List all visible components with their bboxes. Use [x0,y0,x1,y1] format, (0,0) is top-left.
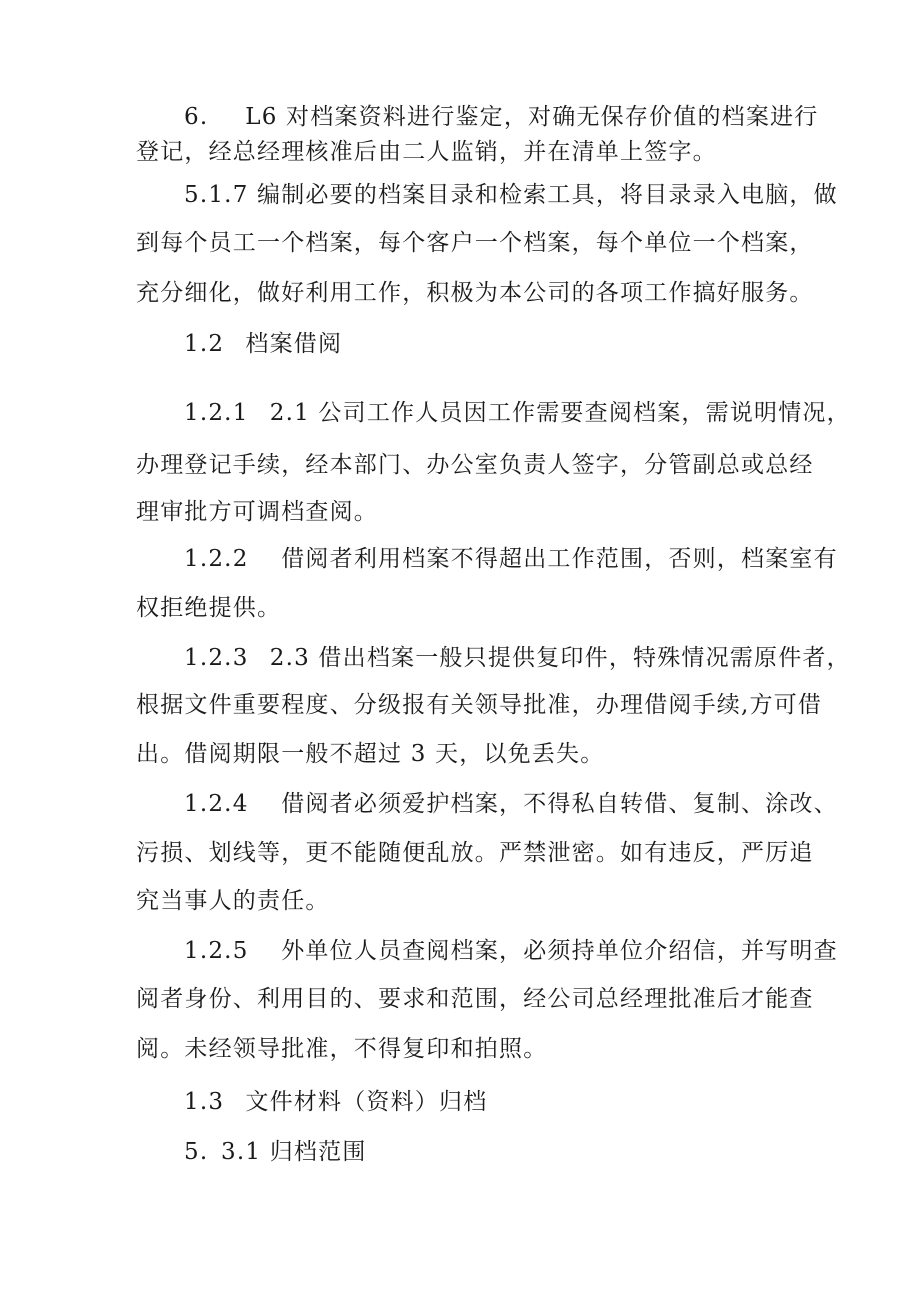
paragraph-line-5: 充分细化，做好利用工作，积极为本公司的各项工作搞好服务。 [136,280,814,306]
paragraph-line-8: 办理登记手续，经本部门、办公室负责人签字，分管副总或总经 [136,452,814,478]
paragraph-line-3: 5.1.7 编制必要的档案目录和检索工具，将目录录入电脑，做 [184,182,838,208]
paragraph-line-2: 登记，经总经理核准后由二人监销，并在清单上签字。 [136,139,717,165]
paragraph-line-11: 权拒绝提供。 [136,595,282,621]
paragraph-line-17: 究当事人的责任。 [136,888,330,914]
paragraph-line-12: 1.2.3 2.3 借出档案一般只提供复印件，特殊情况需原件者， [184,645,851,671]
paragraph-line-9: 理审批方可调档查阅。 [136,499,378,525]
paragraph-line-13: 根据文件重要程度、分级报有关领导批准，办理借阅手续,方可借 [136,692,823,718]
section-heading-1-2: 1.2 档案借阅 [184,331,343,357]
paragraph-line-10: 1.2.2 借阅者利用档案不得超出工作范围，否则，档案室有 [184,546,838,572]
section-heading-1-3: 1.3 文件材料（资料）归档 [184,1089,488,1115]
paragraph-line-7: 1.2.1 2.1 公司工作人员因工作需要查阅档案，需说明情况， [184,400,851,426]
paragraph-line-18: 1.2.5 外单位人员查阅档案，必须持单位介绍信，并写明查 [184,938,838,964]
paragraph-line-1: 6. L6 对档案资料进行鉴定，对确无保存价值的档案进行 [184,104,819,130]
paragraph-line-15: 1.2.4 借阅者必须爱护档案，不得私自转借、复制、涂改、 [184,791,838,817]
paragraph-line-14: 出。借阅期限一般不超过 3 天，以免丢失。 [136,741,605,767]
paragraph-line-16: 污损、划线等，更不能随便乱放。严禁泄密。如有违反，严厉追 [136,840,814,866]
paragraph-line-19: 阅者身份、利用目的、要求和范围，经公司总经理批准后才能查 [136,986,814,1012]
paragraph-line-4: 到每个员工一个档案，每个客户一个档案，每个单位一个档案， [136,230,814,256]
section-heading-3-1: 5. 3.1 归档范围 [184,1139,367,1165]
paragraph-line-20: 阅。未经领导批准，不得复印和拍照。 [136,1036,548,1062]
